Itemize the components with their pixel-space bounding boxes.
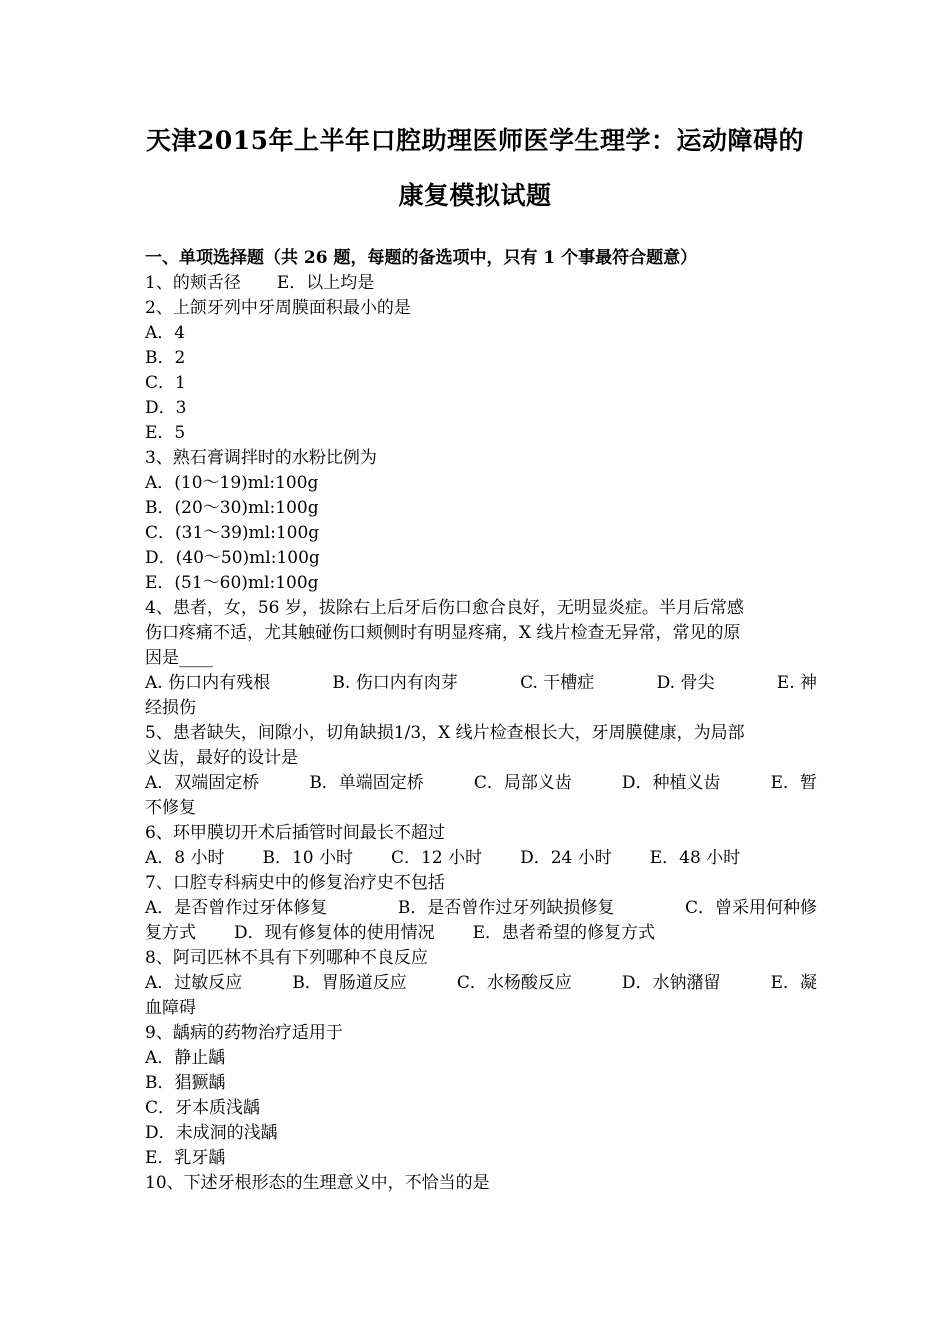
- question-6-option-d: D．24 小时: [520, 848, 612, 868]
- question-2-option-d: D．3: [145, 398, 187, 418]
- question-2-option-e: E．5: [145, 423, 186, 443]
- question-8-option-e: E．凝: [770, 973, 817, 993]
- question-5-option-e: E．暂: [770, 773, 817, 793]
- question-9-option-a: A．静止龋: [145, 1048, 226, 1068]
- question-3-option-c: C．(31～39)ml:100g: [145, 523, 320, 543]
- question-5-option-a: A．双端固定桥: [145, 773, 260, 793]
- question-3-option-a: A．(10～19)ml:100g: [145, 473, 319, 493]
- question-8-options: [145, 971, 817, 996]
- question-7-option-a: A．是否曾作过牙体修复: [145, 898, 328, 918]
- question-5-options: [145, 771, 817, 796]
- question-6-option-c: C．12 小时: [391, 848, 483, 868]
- question-4-option-d: D. 骨尖: [656, 673, 715, 693]
- question-7-option-d: D．现有修复体的使用情况: [234, 923, 435, 943]
- section-heading: 一、单项选择题（共 26 题，每题的备选项中，只有 1 个事最符合题意）: [145, 248, 698, 268]
- question-4-option-c: C. 干槽症: [520, 673, 595, 693]
- question-7-option-c: C．曾采用何种修: [684, 898, 817, 918]
- question-10-stem: 10、下述牙根形态的生理意义中，不恰当的是: [145, 1173, 490, 1193]
- question-5-option-b: B．单端固定桥: [309, 773, 424, 793]
- question-4-stem-line-1: 4、患者，女，56 岁，拔除右上后牙后伤口愈合良好，无明显炎症。半月后常感: [145, 598, 744, 618]
- question-5-option-c: C．局部义齿: [473, 773, 572, 793]
- question-7-options-line-2: [145, 921, 817, 946]
- question-8-option-e-wrap: 血障碍: [145, 998, 196, 1018]
- question-6-stem: 6、环甲膜切开术后插管时间最长不超过: [145, 823, 445, 843]
- question-6-option-b: B．10 小时: [262, 848, 354, 868]
- question-9-option-b: B．猖獗龋: [145, 1073, 226, 1093]
- document-title-line-2: 康复模拟试题: [398, 181, 552, 210]
- question-5-option-e-wrap: 不修复: [145, 798, 196, 818]
- question-3-option-e: E．(51～60)ml:100g: [145, 573, 319, 593]
- question-9-stem: 9、龋病的药物治疗适用于: [145, 1023, 343, 1043]
- question-5-option-d: D．种植义齿: [621, 773, 721, 793]
- question-8-stem: 8、阿司匹林不具有下列哪种不良反应: [145, 948, 428, 968]
- question-5-stem-line-1: 5、患者缺失，间隙小，切角缺损1/3，X 线片检查根长大，牙周膜健康，为局部: [145, 723, 745, 743]
- question-2-option-b: B．2: [145, 348, 186, 368]
- question-2-stem: 2、上颌牙列中牙周膜面积最小的是: [145, 298, 411, 318]
- question-2-option-a: A．4: [145, 323, 186, 343]
- question-1-text: 1、的颊舌径: [145, 273, 241, 293]
- question-2-option-c: C．1: [145, 373, 186, 393]
- question-9-option-e: E．乳牙龋: [145, 1148, 226, 1168]
- question-6-option-a: A．8 小时: [145, 848, 225, 868]
- question-4-option-e-wrap: 经损伤: [145, 698, 196, 718]
- document-title-line-1: 天津2015年上半年口腔助理医师医学生理学：运动障碍的: [145, 126, 805, 155]
- question-4-option-e: E. 神: [776, 673, 817, 693]
- question-7-option-e: E．患者希望的修复方式: [472, 923, 656, 943]
- question-7-option-b: B．是否曾作过牙列缺损修复: [397, 898, 615, 918]
- question-3-option-d: D．(40～50)ml:100g: [145, 548, 320, 568]
- question-4-option-a: A. 伤口内有残根: [145, 673, 271, 693]
- question-7-options-line-1: [145, 896, 817, 921]
- question-8-option-a: A．过敏反应: [145, 973, 243, 993]
- question-8-option-d: D．水钠潴留: [621, 973, 721, 993]
- question-8-option-b: B．胃肠道反应: [292, 973, 407, 993]
- question-8-option-c: C．水杨酸反应: [456, 973, 572, 993]
- question-3-stem: 3、熟石膏调拌时的水粉比例为: [145, 448, 377, 468]
- question-9-option-c: C．牙本质浅龋: [145, 1098, 261, 1118]
- question-1: [145, 271, 817, 296]
- question-4-option-b: B. 伤口内有肉芽: [332, 673, 458, 693]
- question-4-options: [145, 671, 817, 696]
- question-6-options: [145, 846, 817, 871]
- question-7-option-c-wrap: 复方式: [145, 923, 196, 943]
- question-content: [145, 246, 817, 1196]
- question-6-option-e: E．48 小时: [649, 848, 741, 868]
- question-7-stem: 7、口腔专科病史中的修复治疗史不包括: [145, 873, 445, 893]
- question-5-stem-line-2: 义齿，最好的设计是: [145, 748, 298, 768]
- question-9-option-d: D．未成洞的浅龋: [145, 1123, 278, 1143]
- question-3-option-b: B．(20～30)ml:100g: [145, 498, 319, 518]
- question-4-stem-line-2: 伤口疼痛不适，尤其触碰伤口颊侧时有明显疼痛，X 线片检查无异常，常见的原: [145, 623, 741, 643]
- question-1-option-e: E．以上均是: [276, 273, 375, 293]
- question-4-stem-line-3: 因是____: [145, 648, 213, 668]
